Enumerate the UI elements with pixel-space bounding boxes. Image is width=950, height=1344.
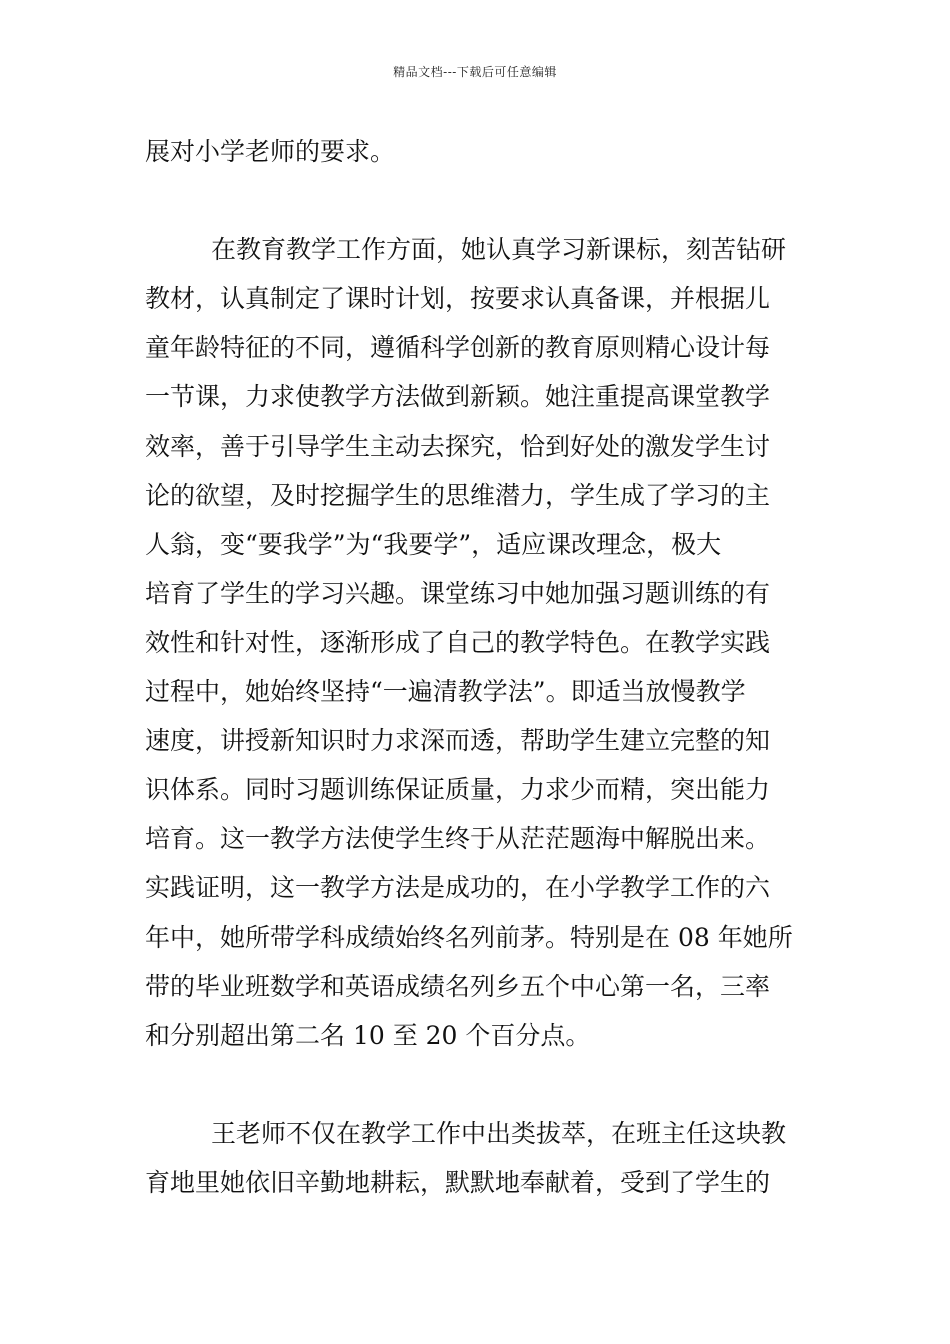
paragraph-line: 培育了学生的学习兴趣。课堂练习中她加强习题训练的有: [145, 578, 771, 608]
paragraph-line: 人翁，变“要我学”为“我要学”，适应课改理念，极大: [145, 529, 722, 559]
paragraph-line: 在教育教学工作方面，她认真学习新课标，刻苦钻研: [211, 235, 787, 265]
paragraph-line: 过程中，她始终坚持“一遍清教学法”。即适当放慢教学: [145, 677, 746, 707]
paragraph-line: 效率，善于引导学生主动去探究，恰到好处的激发学生讨: [145, 431, 771, 461]
paragraph-line: 速度，讲授新知识时力求深而透，帮助学生建立完整的知: [145, 726, 771, 756]
paragraph-gap: [145, 1060, 805, 1109]
paragraph-gap: [145, 176, 805, 225]
paragraph-line: 展对小学老师的要求。: [145, 137, 396, 166]
paragraph-line: 识体系。同时习题训练保证质量，力求少而精，突出能力: [145, 775, 771, 805]
paragraph-line: 年中，她所带学科成绩始终名列前茅。特别是在 08 年她所: [145, 922, 793, 952]
paragraph-line: 和分别超出第二名 10 至 20 个百分点。: [145, 1020, 591, 1050]
page-header: 精品文档---下载后可任意编辑: [393, 65, 557, 79]
paragraph-line: 实践证明，这一教学方法是成功的，在小学教学工作的六: [145, 873, 771, 903]
paragraph-line: 育地里她依旧辛勤地耕耘，默默地奉献着，受到了学生的: [145, 1167, 771, 1197]
paragraph-line: 带的毕业班数学和英语成绩名列乡五个中心第一名，三率: [145, 971, 771, 1001]
document-body: [145, 127, 805, 1207]
paragraph-line: 童年龄特征的不同，遵循科学创新的教育原则精心设计每: [145, 333, 771, 363]
paragraph-line: 王老师不仅在教学工作中出类拔萃，在班主任这块教: [211, 1118, 787, 1148]
paragraph-line: 一节课，力求使教学方法做到新颖。她注重提高课堂教学: [145, 382, 771, 412]
paragraph-line: 论的欲望，及时挖掘学生的思维潜力，学生成了学习的主: [145, 480, 771, 510]
paragraph-line: 培育。这一教学方法使学生终于从茫茫题海中解脱出来。: [145, 824, 771, 854]
paragraph-line: 效性和针对性，逐渐形成了自己的教学特色。在教学实践: [145, 627, 771, 657]
paragraph-line: 教材，认真制定了课时计划，按要求认真备课，并根据儿: [145, 284, 771, 314]
